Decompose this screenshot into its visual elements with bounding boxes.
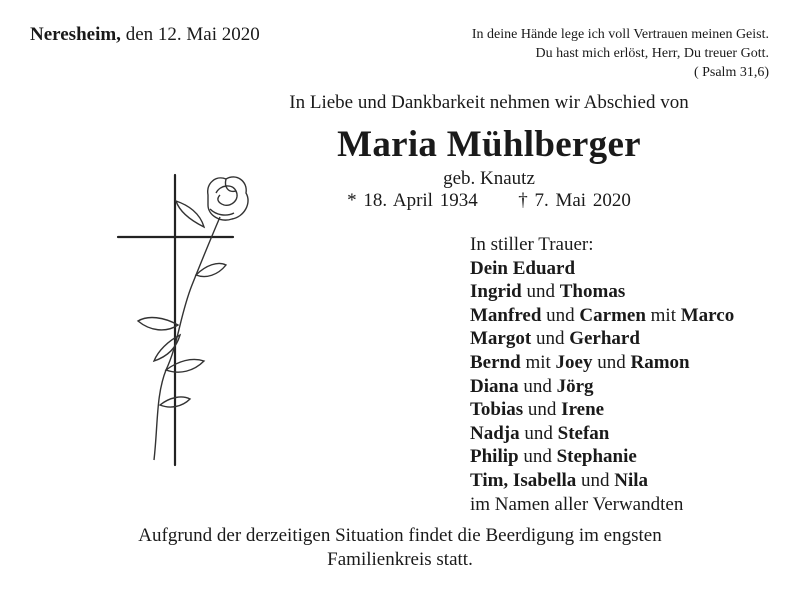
maiden-name: geb. Knautz xyxy=(443,168,535,189)
cross-with-rose-icon xyxy=(108,165,268,485)
mourner-name: Margot xyxy=(470,328,532,350)
funeral-notice xyxy=(0,524,800,572)
mourner-name: Ramon xyxy=(630,351,690,373)
mourner-line xyxy=(470,327,734,351)
mourners-list xyxy=(470,233,734,516)
mourner-line xyxy=(470,375,734,399)
mourner-connector: und xyxy=(518,446,557,468)
mourner-line xyxy=(470,351,734,375)
mourner-name: Bernd xyxy=(470,351,521,373)
psalm-line-2: Du hast mich erlöst, Herr, Du treuer Gott. xyxy=(535,46,769,61)
mourner-connector: mit xyxy=(520,351,556,373)
place-date xyxy=(30,24,260,46)
mourner-connector: und xyxy=(523,399,562,421)
mourner-name: Carmen xyxy=(579,304,646,326)
mourner-line xyxy=(470,280,734,304)
mourner-name: Stefan xyxy=(557,422,610,444)
intro-text: In Liebe und Dankbarkeit nehmen wir Abschied von xyxy=(289,92,689,113)
birth-date: * 18. April 1934 xyxy=(347,190,478,211)
mourner-name: Diana xyxy=(470,375,519,397)
mourner-name: Stephanie xyxy=(556,446,637,468)
deceased-name: Maria Mühlberger xyxy=(337,124,641,165)
mourner-name: Gerhard xyxy=(569,328,640,350)
mourners-heading: In stiller Trauer: xyxy=(470,234,594,255)
mourner-line xyxy=(470,445,734,469)
mourner-line xyxy=(470,398,734,422)
place: Neresheim, xyxy=(30,24,121,45)
mourner-line xyxy=(470,469,734,493)
mourner-name: Dein Eduard xyxy=(470,257,576,279)
mourner-name: Philip xyxy=(470,446,519,468)
mourner-connector: und xyxy=(531,328,570,350)
mourner-connector: und xyxy=(519,422,558,444)
mourner-name: Nadja xyxy=(470,422,520,444)
death-date: † 7. Mai 2020 xyxy=(518,190,631,211)
mourner-lines xyxy=(470,257,734,493)
mourner-line xyxy=(470,304,734,328)
mourner-connector: und xyxy=(518,375,557,397)
notice-line-2: Familienkreis statt. xyxy=(327,549,473,570)
date: den 12. Mai 2020 xyxy=(125,24,260,45)
mourners-footer: im Namen aller Verwandten xyxy=(470,493,684,515)
notice-line-1: Aufgrund der derzeitigen Situation findet die Beerdigung im engsten xyxy=(138,525,662,546)
mourner-connector: und xyxy=(541,304,580,326)
mourner-name: Marco xyxy=(680,304,735,326)
mourner-name: Tim, Isabella xyxy=(470,469,577,491)
life-dates xyxy=(178,190,800,212)
mourner-line xyxy=(470,257,734,281)
mourner-name: Thomas xyxy=(559,281,626,303)
mourner-connector: und xyxy=(592,351,631,373)
mourner-connector: und xyxy=(576,469,615,491)
mourner-name: Irene xyxy=(561,399,605,421)
mourner-name: Jörg xyxy=(556,375,594,397)
mourner-name: Joey xyxy=(555,351,593,373)
mourner-connector: mit xyxy=(645,304,681,326)
mourner-name: Nila xyxy=(614,469,649,491)
psalm-reference: ( Psalm 31,6) xyxy=(693,65,769,80)
mourner-connector: und xyxy=(521,281,560,303)
psalm-quote xyxy=(349,25,769,82)
mourner-line xyxy=(470,422,734,446)
psalm-line-1: In deine Hände lege ich voll Vertrauen meinen Geist. xyxy=(471,27,769,42)
mourner-name: Manfred xyxy=(470,304,542,326)
mourner-name: Ingrid xyxy=(470,281,522,303)
mourner-name: Tobias xyxy=(470,399,524,421)
